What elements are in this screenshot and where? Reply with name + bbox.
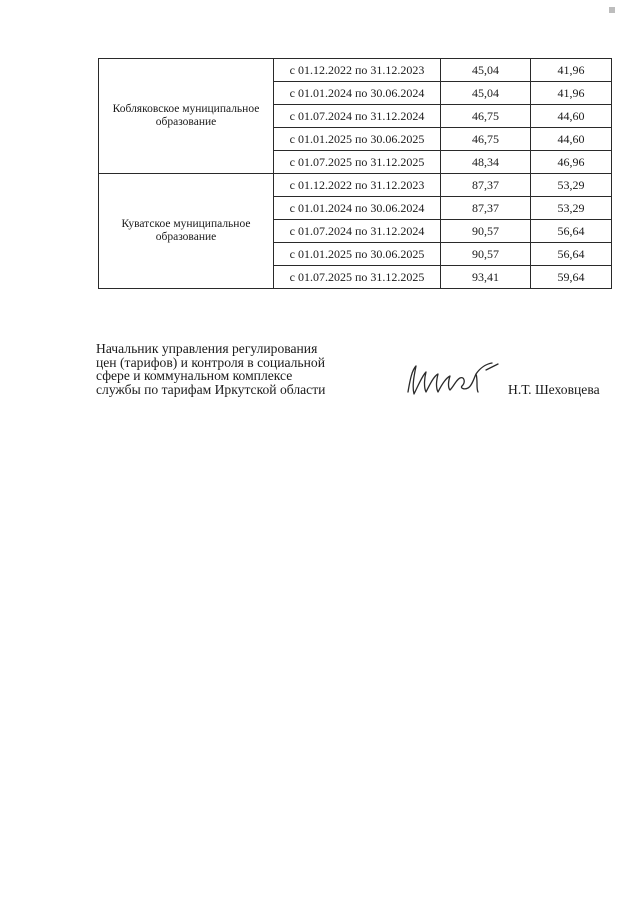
signer-name: Н.Т. Шеховцева [508,382,600,397]
position-line: Начальник управления регулирования [96,341,318,356]
org-name-line: образование [155,116,217,128]
value-cell: 48,34 [441,151,531,174]
value-cell: 41,96 [531,82,612,105]
position-line: цен (тарифов) и контроля в социальной [96,354,325,370]
table-row [99,174,612,197]
period-cell: с 01.12.2022 по 31.12.2023 [274,174,441,197]
value-cell: 56,64 [531,220,612,243]
period-cell: с 01.07.2024 по 31.12.2024 [274,220,441,243]
value-cell: 90,57 [441,243,531,266]
signatory-position [96,342,376,396]
period-cell: с 01.01.2024 по 30.06.2024 [274,82,441,105]
period-cell: с 01.01.2025 по 30.06.2025 [274,243,441,266]
value-cell: 46,75 [441,105,531,128]
value-cell: 56,64 [531,243,612,266]
value-cell: 45,04 [441,59,531,82]
tariff-table [98,58,612,289]
org-cell-koblyakovskoe [99,59,274,174]
org-name-line: Куватское муниципальное [121,218,251,230]
value-cell: 93,41 [441,266,531,289]
value-cell: 46,96 [531,151,612,174]
period-cell: с 01.07.2025 по 31.12.2025 [274,266,441,289]
handwritten-signature-icon [402,360,512,400]
org-name-line: образование [155,231,217,243]
value-cell: 59,64 [531,266,612,289]
period-cell: с 01.07.2025 по 31.12.2025 [274,151,441,174]
position-line: службы по тарифам Иркутской области [96,381,326,397]
period-cell: с 01.01.2025 по 30.06.2025 [274,128,441,151]
corner-mark-icon [608,6,616,14]
period-cell: с 01.12.2022 по 31.12.2023 [274,59,441,82]
period-cell: с 01.07.2024 по 31.12.2024 [274,105,441,128]
position-line: сфере и коммунальном комплексе [96,368,293,383]
value-cell: 44,60 [531,105,612,128]
value-cell: 45,04 [441,82,531,105]
value-cell: 90,57 [441,220,531,243]
table-row [99,59,612,82]
value-cell: 46,75 [441,128,531,151]
period-cell: с 01.01.2024 по 30.06.2024 [274,197,441,220]
value-cell: 53,29 [531,174,612,197]
value-cell: 87,37 [441,197,531,220]
value-cell: 87,37 [441,174,531,197]
org-name-line: Кобляковское муниципальное [112,103,260,115]
value-cell: 41,96 [531,59,612,82]
value-cell: 44,60 [531,128,612,151]
value-cell: 53,29 [531,197,612,220]
org-cell-kuvatskoe [99,174,274,289]
